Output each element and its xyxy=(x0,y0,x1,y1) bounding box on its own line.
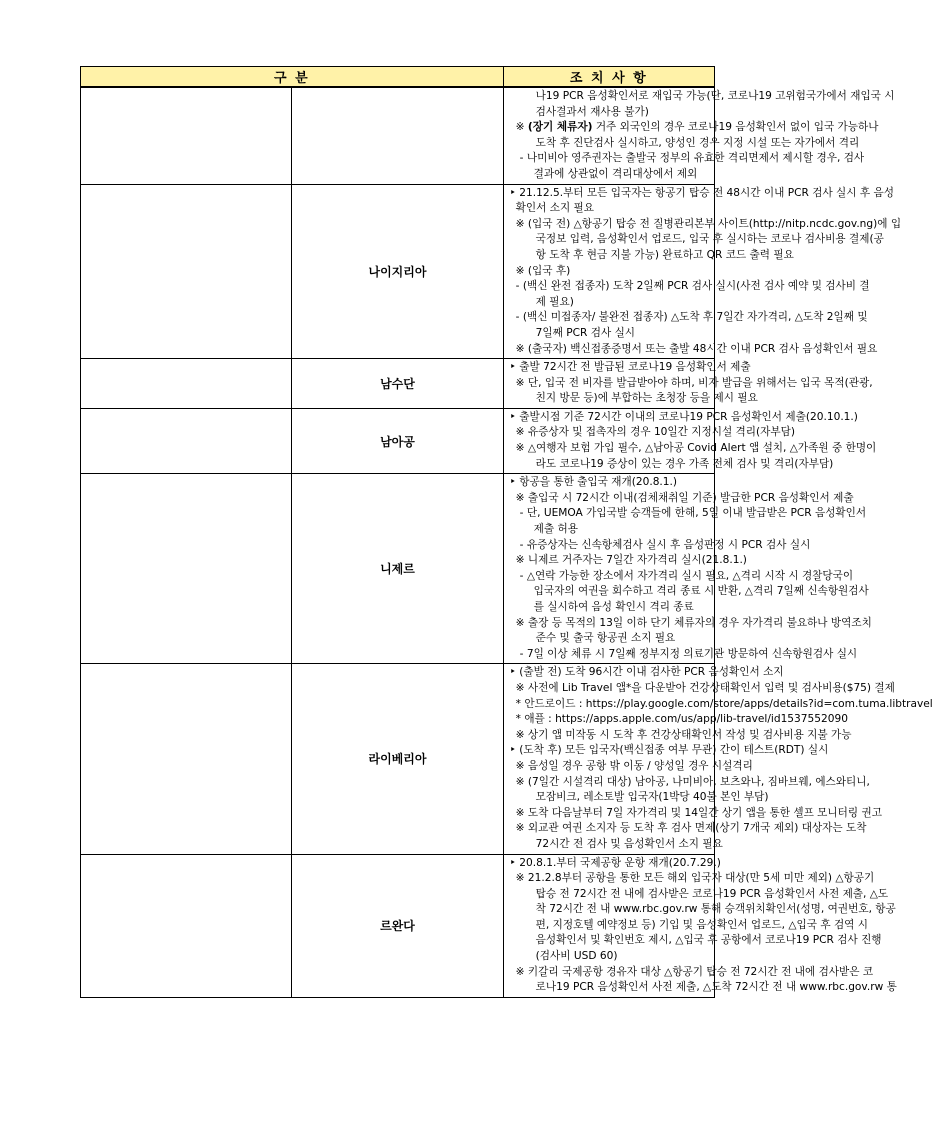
measure-line: * 애플 : https://apps.apple.com/us/app/lib-travel/id1537552090 xyxy=(515,713,848,726)
measure-line: ※ 음성일 경우 공항 밖 이동 / 양성일 경우 시설격리 xyxy=(515,759,753,772)
measure-line: ※ 키갈리 국제공항 경유자 대상 △항공기 탑승 전 72시간 전 내에 검사받은 코 xyxy=(515,965,874,978)
measures-cell xyxy=(503,664,933,854)
table-row xyxy=(81,854,715,997)
header-category: 구 분 xyxy=(81,67,504,88)
region-cell xyxy=(81,474,292,664)
country-name: 남아공 xyxy=(292,408,503,473)
measure-line: - △연락 가능한 장소에서 자가격리 실시 필요, △격리 시작 시 경찰당국이 xyxy=(519,569,854,582)
measure-line: - 7일 이상 체류 시 7일째 정부지정 의료기관 방문하여 신속항원검사 실시 xyxy=(519,647,858,660)
measure-line: 결과에 상관없이 격리대상에서 제외 xyxy=(533,167,698,180)
measure-line: ※ (입국 전) △항공기 탑승 전 질병관리본부 사이트(http://nitp.ncdc.gov.ng)에 입 xyxy=(515,217,902,230)
region-cell xyxy=(81,408,292,473)
measure-line: 국정보 입력, 음성확인서 업로드, 입국 후 실시하는 코로나 검사비용 결제(공 xyxy=(535,233,884,246)
measure-line: - 유증상자는 신속항체검사 실시 후 음성판정 시 PCR 검사 실시 xyxy=(519,538,811,551)
measure-text: 거주 외국인의 경우 코로나19 음성확인서 없이 입국 가능하나 xyxy=(592,121,879,134)
measure-line: - 나미비아 영주권자는 출발국 정부의 유효한 격리면제서 제시할 경우, 검사 xyxy=(519,152,865,165)
measure-line: - 단, UEMOA 가입국발 승객들에 한해, 5일 이내 발급받은 PCR 음성확인서 xyxy=(519,507,867,520)
measures-cell xyxy=(503,474,872,664)
measure-line: ‣ 출발 72시간 전 발급된 코로나19 음성확인서 제출 xyxy=(509,361,751,374)
measure-line: 제출 허용 xyxy=(533,523,578,536)
measure-line: 준수 및 출국 항공권 소지 필요 xyxy=(535,632,676,645)
measure-line: 친지 방문 등)에 부합하는 초청장 등을 제시 필요 xyxy=(535,392,758,405)
measure-line: ※ (입국 후) xyxy=(515,264,571,277)
measure-line: (검사비 USD 60) xyxy=(535,950,618,963)
measure-line: 입국자의 여권을 회수하고 격리 종료 시 반환, △격리 7일째 신속항원검사 xyxy=(533,585,869,598)
measure-line: ※ 출입국 시 72시간 이내(검체채취일 기준) 발급한 PCR 음성확인서 제출 xyxy=(515,491,854,504)
measure-line: ※ △여행자 보험 가입 필수, △남아공 Covid Alert 앱 설치, △가족원 중 한명이 xyxy=(515,442,877,455)
measure-line: 라도 코로나19 증상이 있는 경우 가족 전체 검사 및 격리(자부담) xyxy=(535,457,834,470)
measure-line: - (백신 완전 접종자) 도착 2일째 PCR 검사 실시(사전 검사 예약 및 검사비 결 xyxy=(515,280,870,293)
measures-cell xyxy=(503,408,877,473)
table-row xyxy=(81,359,715,409)
measures-cell xyxy=(503,87,895,184)
region-cell xyxy=(81,359,292,409)
region-cell xyxy=(81,87,292,184)
table-row xyxy=(81,184,715,359)
measure-line: 음성확인서 및 확인번호 제시, △입국 후 공항에서 코로나19 PCR 검사 진행 xyxy=(535,934,882,947)
measure-line: 나19 PCR 음성확인서로 재입국 가능(단, 코로나19 고위험국가에서 재입국 시 xyxy=(535,90,895,102)
measure-line: 를 실시하여 음성 확인시 격리 종료 xyxy=(533,601,694,613)
measure-line: 로나19 PCR 음성확인서 사전 제출, △도착 72시간 전 내 www.rbc.gov.rw 통 xyxy=(535,981,897,994)
measure-prefix: ※ xyxy=(515,121,528,134)
measure-line: 확인서 소지 필요 xyxy=(515,202,595,215)
measures-cell xyxy=(503,184,902,359)
country-name: 나이지리아 xyxy=(292,184,503,359)
country-name: 니제르 xyxy=(292,474,503,664)
measure-line: 탑승 전 72시간 전 내에 검사받은 코로나19 PCR 음성확인서 사전 제출, △도 xyxy=(535,887,889,900)
measure-line: ※ 니제르 거주자는 7일간 자가격리 실시(21.8.1.) xyxy=(515,554,747,567)
measures-cell xyxy=(503,854,897,997)
region-cell xyxy=(81,184,292,359)
measure-line: ‣ 20.8.1.부터 국제공항 운항 재개(20.7.29.) xyxy=(509,856,721,869)
measure-line: 72시간 전 검사 및 음성확인서 소지 필요 xyxy=(535,837,723,850)
measure-line: * 안드로이드 : https://play.google.com/store/apps/details?id=com.tuma.libtravel xyxy=(515,697,933,710)
measure-line: 편, 지정호텔 예약정보 등) 기입 및 음성확인서 업로드, △입국 후 검역 시 xyxy=(535,918,869,931)
measure-line: ‣ (출발 전) 도착 96시간 이내 검사한 PCR 음성확인서 소지 xyxy=(509,666,784,679)
measure-line xyxy=(510,120,879,136)
table-header-row xyxy=(81,67,715,88)
measure-line: ※ 도착 다음날부터 7일 자가격리 및 14일간 상기 앱을 통한 셀프 모니터링 권고 xyxy=(515,806,882,819)
measure-line: ※ (7일간 시설격리 대상) 남아공, 나미비아, 보츠와나, 짐바브웨, 에스와티니, xyxy=(515,775,870,788)
region-cell xyxy=(81,854,292,997)
measure-line: ※ 단, 입국 전 비자를 발급받아야 하며, 비자 발급을 위해서는 입국 목적(관광, xyxy=(515,376,873,389)
measure-line: ‣ 항공을 통한 출입국 재개(20.8.1.) xyxy=(509,476,678,489)
measure-line: ※ (출국자) 백신접종증명서 또는 출발 48시간 이내 PCR 검사 음성확인서 필요 xyxy=(515,342,878,355)
measure-line: ※ 유증상자 및 접촉자의 경우 10일간 지정시설 격리(자부담) xyxy=(515,426,795,439)
measure-line: 모잠비크, 레소토발 입국자(1박당 40불 본인 부담) xyxy=(535,791,769,804)
measure-line: ※ 외교관 여권 소지자 등 도착 후 검사 면제(상기 7개국 제외) 대상자는 도착 xyxy=(515,822,867,835)
table-row xyxy=(81,408,715,473)
measure-line: ※ 21.2.8부터 공항을 통한 모든 해외 입국자 대상(만 5세 미만 제외) △항공기 xyxy=(515,872,875,885)
country-name: 르완다 xyxy=(292,854,503,997)
table-body xyxy=(81,87,933,997)
measure-line: ‣ 21.12.5.부터 모든 입국자는 항공기 탑승 전 48시간 이내 PCR 검사 실시 후 음성 xyxy=(509,186,894,199)
country-name xyxy=(292,87,503,184)
measure-line: ‣ 출발시점 기준 72시간 이내의 코로나19 PCR 음성확인서 제출(20.10.1.) xyxy=(509,410,858,423)
measure-line: 항 도착 후 현금 지불 가능) 완료하고 QR 코드 출력 필요 xyxy=(535,248,794,261)
country-name: 남수단 xyxy=(292,359,503,409)
measure-line: 검사결과서 재사용 불가) xyxy=(535,105,649,118)
table-row xyxy=(81,664,715,854)
measure-line: ‣ (도착 후) 모든 입국자(백신접종 여부 무관) 간이 테스트(RDT) 실시 xyxy=(509,744,829,757)
measure-line: - (백신 미접종자/ 불완전 접종자) △도착 후 7일간 자가격리, △도착 2일째 및 xyxy=(515,311,868,324)
country-name: 라이베리아 xyxy=(292,664,503,854)
region-cell xyxy=(81,664,292,854)
measure-line: ※ 사전에 Lib Travel 앱*을 다운받아 건강상태확인서 입력 및 검사비용($75) 결제 xyxy=(515,681,895,694)
table-row xyxy=(81,87,715,184)
measure-line: ※ 출장 등 목적의 13일 이하 단기 체류자의 경우 자가격리 불요하나 방역조치 xyxy=(515,616,872,629)
measure-line: 도착 후 진단검사 실시하고, 양성인 경우 지정 시설 또는 자가에서 격리 xyxy=(535,136,860,149)
measure-line: ※ 상기 앱 미작동 시 도착 후 건강상태확인서 작성 및 검사비용 지불 가능 xyxy=(515,728,852,741)
measure-line: 제 필요) xyxy=(535,295,574,308)
measures-table xyxy=(80,66,933,998)
table-row xyxy=(81,474,715,664)
measure-line: 착 72시간 전 내 www.rbc.gov.rw 통해 승객위치확인서(성명, 여권번호, 항공 xyxy=(535,903,896,916)
measures-cell xyxy=(503,359,873,409)
measure-emphasis: (장기 체류자) xyxy=(527,121,593,134)
measure-line: 7일째 PCR 검사 실시 xyxy=(535,326,636,339)
header-measures: 조 치 사 항 xyxy=(503,67,714,88)
